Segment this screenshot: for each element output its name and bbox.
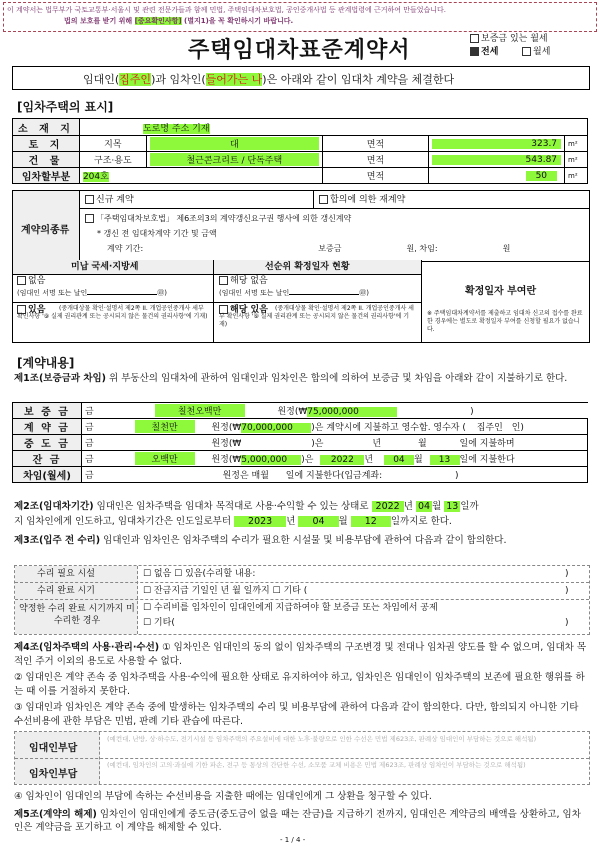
repair-time-label: 수리 완료 시기 — [37, 586, 95, 596]
notice-line1: 이 계약서는 법무부가 국토교통부·서울시 및 관련 전문가들과 함께 민법, 주택임대차보호법, 공인중개사법 등 관계법령에 근거하여 만들었습니다. — [7, 6, 447, 14]
landlord-name: 집주인 — [119, 73, 152, 86]
article-3: 제3조(입주 전 수리) 임대인과 임차인은 임차주택의 수리가 필요한 시설물 및 비용부담에 관하여 다음과 같이 합의한다. — [14, 535, 507, 546]
priority-none-sign: (임대인 서명 또는 날인 ㊞) — [219, 289, 369, 297]
article-4-p4: ④ 임차인이 임대인의 부담에 속하는 수선비용을 지출한 때에는 임대인에게 그 상환을 청구할 수 있다. — [14, 791, 432, 802]
contract-kind-label: 계약의종류 — [21, 225, 70, 236]
repair-time-value[interactable]: ☐ 잔금지급 기일인 년 월 일까지 ☐ 기타 ( — [143, 586, 308, 596]
type-option-1[interactable]: 보증금 있는 월세 — [470, 34, 548, 45]
contract-kind-box — [12, 190, 590, 262]
repair-fail-label: 약정한 수리 완료 시기까지 미 수리한 경우 — [19, 604, 135, 626]
renewal-deposit-label: 보증금 — [318, 244, 342, 253]
new-contract-option[interactable]: 신규 계약 — [85, 195, 134, 206]
notice-line2-end: (별지1)을 꼭 확인하시기 바랍니다. — [184, 17, 294, 25]
deposit-row: 보 증 금 금 칠천오백만 원정(₩75,000,000 ) — [13, 403, 588, 419]
end-year[interactable]: 2023 — [234, 516, 286, 527]
notice-highlight: [중요확인사항] — [134, 17, 182, 25]
down-receiver[interactable]: 집주인 — [476, 423, 503, 433]
repair-need-value[interactable]: ☐ 없음 ☐ 있음(수리할 내용: — [143, 569, 256, 579]
notice-box — [3, 2, 597, 32]
landlord-burden-label: 임대인부담 — [29, 743, 78, 754]
priority-header: 선순위 확정일자 현황 — [265, 262, 350, 272]
down-payment-row: 계 약 금 금 칠천만 원정(₩70,000,000 )은 계약시에 지불하고 영수함. 영수자 ( 집주인 인) — [13, 419, 588, 435]
parties-mid: )과 임차인( — [151, 73, 206, 86]
priority-has-note: (중개대상물 확인·설명서 제2쪽 II. 개업공인중개사 세부 확인사항 '⑨ 실제 권리관계 또는 공시되지 않은 물건의 권리사항'에 기재) — [219, 305, 414, 328]
land-value[interactable]: 대 — [150, 137, 319, 150]
page-number: - 1 / 4 - — [280, 836, 306, 844]
page-title: 주택임대차표준계약서 — [188, 38, 411, 63]
article-2: 제2조(임대차기간) 임대인은 임차주택을 임대차 목적대로 사용·수익할 수 있는 상태로 2022 년 04 월 13 일까 지 임차인에게 인도하고, 임대차기간은 인도일로부터 2023 년 04 월 12 일까지로 한다. — [14, 501, 479, 527]
lease-unit: m² — [565, 168, 588, 184]
tenant-burden-example[interactable]: (예컨대, 임차인의 고의·과실에 기한 파손, 전구 등 통상의 간단한 수선, 소모품 교체 비용은 민법 제623조, 판례상 임차인이 부담하는 것으로 해석됨) — [107, 761, 526, 769]
balance-amount[interactable]: 5,000,000 — [241, 455, 301, 465]
renewal-won: 원, — [406, 244, 417, 253]
rent-row: 차임(월세) 금 원정은 매월 일에 지불한다(입금계좌: ) — [13, 467, 588, 483]
end-month[interactable]: 04 — [298, 516, 338, 527]
tax-header: 미납 국세·지방세 — [71, 262, 139, 272]
repair-table: 수리 필요 시설 ☐ 없음 ☐ 있음(수리할 내용: ) 수리 완료 시기 ☐ 잔금지급 기일인 년 월 일까지 ☐ 기타 ( ) 약정한 수리 완료 시기까지 미 수리한 경우 ☐ 수리비를 임차인이 임대인에게 지급하여야 할 보증금 또는 차임에서 공제 ☐ 기타( ) — [14, 565, 590, 635]
repair-need-label: 수리 필요 시설 — [37, 569, 95, 579]
handover-month[interactable]: 04 — [417, 501, 431, 512]
end-day[interactable]: 12 — [351, 516, 391, 527]
tax-has-note: (중개대상물 확인·설명서 제2쪽 II. 개업공인중개사 세부 확인사항 '⑨ 실제 권리관계 또는 공시되지 않은 물건의 권리사항'에 기재) — [17, 305, 208, 320]
lease-value[interactable]: 204호 — [82, 172, 109, 182]
section-contract-heading: [계약내용] — [17, 356, 75, 370]
renewal-note: * 갱신 전 임대차계약 기간 및 금액 — [97, 229, 217, 238]
repair-fail-value2[interactable]: ☐ 기타( — [143, 618, 175, 628]
deposit-hangul[interactable]: 칠천오백만 — [155, 404, 245, 417]
tenant-burden-label: 임차인부담 — [29, 769, 78, 780]
tax-box — [12, 260, 590, 343]
confirm-date-header: 확정일자 부여란 — [465, 286, 537, 297]
agreement-option[interactable]: 합의에 의한 재계약 — [319, 195, 405, 206]
section-property-heading: [임차주택의 표시] — [17, 100, 114, 114]
middle-payment-row: 중 도 금 금 원정(₩ )은 년 월 일에 지불하며 — [13, 435, 588, 451]
repair-fail-value[interactable]: ☐ 수리비를 임차인이 임대인에게 지급하여야 할 보증금 또는 차임에서 공제 — [143, 603, 438, 613]
balance-hangul[interactable]: 오백만 — [135, 452, 195, 465]
balance-day[interactable]: 13 — [430, 455, 460, 465]
renewal-won2: 원 — [502, 244, 511, 253]
type-option-3[interactable]: 월세 — [522, 47, 550, 58]
land-area-label: 면적 — [322, 136, 428, 152]
notice-line2: 법의 보호를 받기 위해 — [64, 17, 133, 25]
priority-has-option[interactable]: 해당 있음 — [219, 305, 268, 316]
tenant-name: 들어가는 나 — [205, 73, 263, 86]
building-sub: 구조·용도 — [79, 152, 146, 168]
payment-table — [12, 402, 588, 483]
priority-none-option[interactable]: 해당 없음 — [219, 276, 268, 287]
building-area-label: 면적 — [322, 152, 428, 168]
article-4: 제4조(임차주택의 사용·관리·수선) ① 임차인은 임대인의 동의 없이 임차주택의 구조변경 및 전대나 임차권 양도를 할 수 없으며, 임대차 목적인 주거 이외의 용도로 사용할 수 없다. ② 임대인은 계약 존속 중 임차주택을 사용·수익에 필요한 상태로 유지하여야 하고, 임차인은 임대인이 임차주택의 보존에 필요한 행위를 하는 때 이를 거절하지 못한다. ③ 임대인과 임차인은 계약 존속 중에 발생하는 임차주택의 수리 및 비용부담에 관하여 다음과 같이 합의한다. 다만, 합의되지 아니한 기타 수선비용에 관한 부담은 민법, 판례 기타 관습에 따른다. — [14, 642, 587, 727]
parties-prefix: 임대인( — [83, 73, 120, 86]
tax-none-option[interactable]: 없음 — [17, 276, 45, 287]
article-5: 제5조(계약의 해제) 임차인이 임대인에게 중도금(중도금이 없을 때는 잔금)을 지급하기 전까지, 임대인은 계약금의 배액을 상환하고, 임차인은 계약금을 포기하고 이 계약을 해제할 수 있다. — [14, 809, 581, 833]
article-1: 제1조(보증금과 차임) 위 부동산의 임대차에 관하여 임대인과 임차인은 합의에 의하여 보증금 및 차임을 아래와 같이 지불하기로 한다. — [14, 373, 568, 384]
location-label: 소 재 지 — [13, 119, 80, 136]
confirm-note: ※ 주택임대차계약서를 제출하고 임대차 신고의 접수를 완료한 경우에는 별도로 확정일자 부여를 신청할 필요가 없습니다. — [427, 310, 583, 333]
deposit-amount[interactable]: 75,000,000 — [307, 407, 397, 417]
down-amount[interactable]: 70,000,000 — [241, 423, 311, 433]
down-hangul[interactable]: 칠천만 — [135, 420, 195, 433]
landlord-burden-example[interactable]: (예컨대, 난방, 상·하수도, 전기시설 등 임차주택의 주요설비에 대한 노후·불량으로 인한 수선은 민법 제623조, 판례상 임대인이 부담하는 것으로 해석됨) — [107, 735, 537, 743]
location-value[interactable]: 도로명 주소 기재 — [142, 123, 210, 134]
lease-label: 임차할부분 — [13, 168, 80, 184]
parties-box — [12, 66, 590, 90]
burden-table — [14, 731, 590, 785]
handover-day[interactable]: 13 — [446, 501, 459, 512]
renewal-period-label: 계약 기간: — [107, 244, 144, 253]
lease-area[interactable]: 50 — [526, 171, 557, 181]
building-unit: m² — [565, 152, 588, 168]
handover-year[interactable]: 2022 — [372, 501, 404, 512]
land-area[interactable]: 323.7 — [432, 139, 561, 149]
land-label: 토 지 — [13, 136, 80, 152]
land-unit: m² — [565, 136, 588, 152]
balance-row: 잔 금 금 오백만 원정(₩5,000,000 )은 2022 년 04 월 13 일에 지불한다 — [13, 451, 588, 467]
parties-suffix: )은 아래와 같이 임대차 계약을 체결한다 — [262, 73, 455, 86]
type-option-2[interactable]: 전세 — [470, 47, 498, 58]
property-table — [12, 118, 588, 184]
lease-area-label: 면적 — [322, 168, 428, 184]
building-value[interactable]: 철근콘크리트 / 단독주택 — [150, 153, 319, 166]
building-area[interactable]: 543.87 — [432, 155, 561, 165]
building-label: 건 물 — [13, 152, 80, 168]
tax-none-sign: (임대인 서명 또는 날인 ㊞) — [17, 289, 167, 297]
balance-year[interactable]: 2022 — [320, 455, 364, 465]
balance-month[interactable]: 04 — [384, 455, 414, 465]
tax-has-option[interactable]: 있음 — [17, 305, 45, 316]
land-sub: 지목 — [79, 136, 146, 152]
renewal-option[interactable]: 「주택임대차보호법」 제6조의3의 계약갱신요구권 행사에 의한 갱신계약 — [85, 213, 351, 224]
renewal-rent-label: 차임: — [419, 244, 438, 253]
